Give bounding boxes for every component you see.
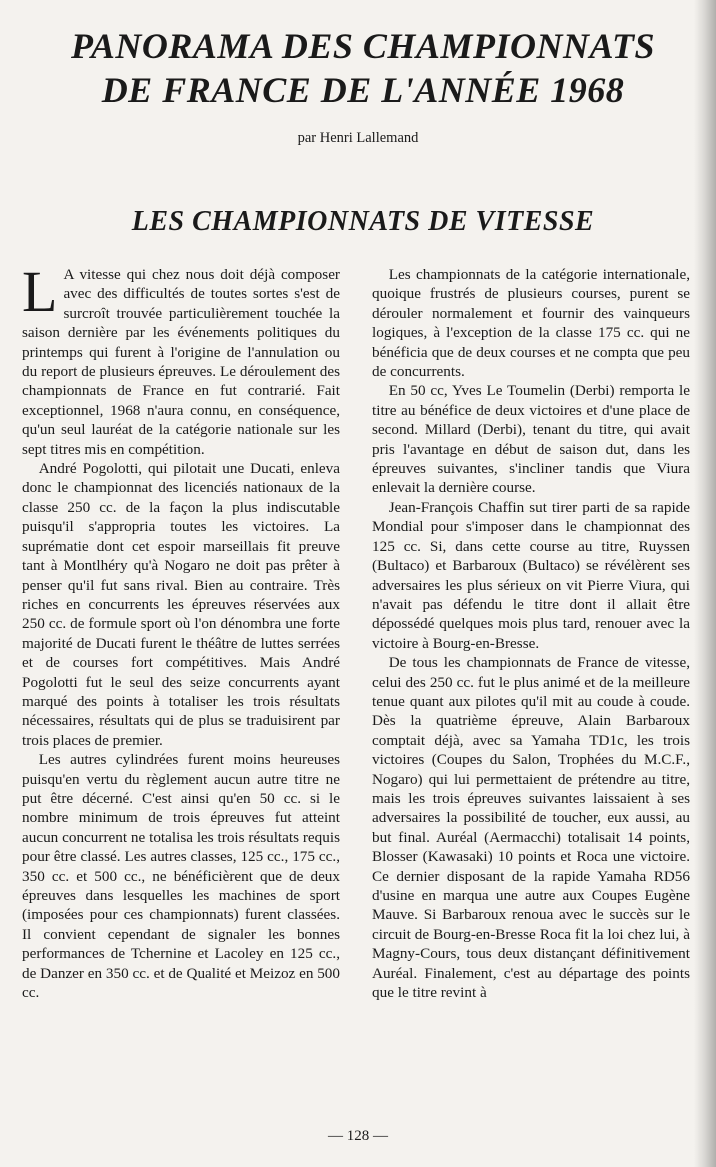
- paragraph-6: Jean-François Chaffin sut tirer parti de sa rapide Mondial pour s'imposer dans le championnat des 125 cc. Si, dans cette course au titre, Ruyssen (Bultaco) et Barbaroux (Bultaco) se révélèrent ses adversaires les plus sérieux on vit Pierre Viura, qui n'avait pas défendu le titre dont il allait être dépossédé quelques mois plus tard, renouer avec la victoire à Bourg-en-Bresse.: [372, 498, 690, 652]
- drop-cap: L: [22, 259, 58, 324]
- page-number: — 128 —: [328, 1128, 388, 1144]
- paragraph-5: En 50 cc, Yves Le Toumelin (Derbi) remporta le titre au bénéfice de deux victoires et d'une place de second. Millard (Derbi), tenant du titre, qui avait pris l'avantage en début de saison dut, dans les épreuves suivantes, s'incliner tandis que Viura enlevait la dernière course.: [372, 382, 690, 497]
- paragraph-1-text: A vitesse qui chez nous doit déjà composer avec des difficultés de toutes sortes s'est de surcroît trouvée particulièrement touchée la saison dernière par les événements politiques du printemps qui furent à l'origine de l'annulation ou du report de plusieurs épreuves. Le déroulement des championnats de France en fut contrarié. Fait exceptionnel, 1968 n'aura connu, en conséquence, qu'un seul lauréat de la catégorie nationale sur les sept titres mis en compétition.: [22, 266, 340, 458]
- article-title-line-2: DE FRANCE DE L'ANNÉE 1968: [101, 70, 625, 110]
- article-title: [18, 24, 708, 112]
- paragraph-1: [22, 259, 340, 459]
- article-title-line-1: PANORAMA DES CHAMPIONNATS: [71, 26, 655, 66]
- section-title: LES CHAMPIONNATS DE VITESSE: [131, 206, 595, 237]
- text-column-left: [22, 259, 340, 1002]
- page-edge-shadow: [694, 0, 716, 1167]
- text-column-right: [372, 265, 690, 1002]
- paragraph-3: Les autres cylindrées furent moins heureuses puisqu'en vertu du règlement aucun autre titre ne put être décerné. C'est ainsi qu'en 50 cc. si le nombre minimum de trois épreuves fut atteint aucun concurrent ne totalisa les trois résultats requis pour être classé. Les autres classes, 125 cc., 175 cc., 350 cc. et 500 cc., ne bénéficièrent que de deux épreuves dans lesquelles les machines de sport (imposées pour ces championnats) furent classées. Il convient cependant de signaler les bonnes performances de Tchernine et Lacoley en 125 cc., de Danzer en 350 cc. et de Qualité et Meizoz en 500 cc.: [22, 751, 340, 1002]
- paragraph-4: Les championnats de la catégorie internationale, quoique frustrés de plusieurs courses, purent se dérouler normalement et fournir des vainqueurs logiques, à l'exception de la classe 175 cc. qui ne bénéficia que de deux courses et ne compta que peu de concurrents.: [372, 266, 690, 381]
- author-byline: par Henri Lallemand: [297, 130, 419, 146]
- paragraph-7: De tous les championnats de France de vitesse, celui des 250 cc. fut le plus animé et de la meilleure tenue quant aux pilotes qu'il mit au coude à coude. Dès la quatrième épreuve, Alain Barbaroux comptait déjà, avec sa Yamaha TD1c, les trois victoires (Coupes du Salon, Trophées du M.C.F., Nogaro) qui lui permettaient de prétendre au titre, mais les trois épreuves suivantes laissaient à ses adversaires la possibilité de toucher, eux aussi, au but final. Auréal (Aermacchi) totalisait 14 points, Blosser (Kawasaki) 10 points et Roca une victoire. Ce dernier disposant de la rapide Yamaha RD56 d'usine en marqua une autre aux Coupes Eugène Mauve. Si Barbaroux renoua avec le succès sur le circuit de Bourg-en-Bresse Roca fit la loi chez lui, à Magny-Cours, tous deux distançant définitivement Auréal. Finalement, c'est au départage des points que le titre revint à: [372, 654, 690, 1002]
- paragraph-2: André Pogolotti, qui pilotait une Ducati, enleva donc le championnat des licenciés nationaux de la classe 250 cc. de la façon la plus indiscutable puisqu'il s'appropria toutes les victoires. La suprématie dont cet espoir marseillais fit preuve tant à Montlhéry qu'à Nogaro ne doit pas prêter à penser qu'il fut sans rival. Bien au contraire. Très riches en concurrents les épreuves réservées aux 250 cc. de formule sport où l'on dénombra une forte majorité de Ducati furent le théâtre de luttes serrées et de courses fort compétitives. Mais André Pogolotti fut le seul des seize concurrents ayant marqué des points à totaliser les trois résultats nécessaires, résultats qui de plus se traduisirent par trois places de premier.: [22, 460, 340, 749]
